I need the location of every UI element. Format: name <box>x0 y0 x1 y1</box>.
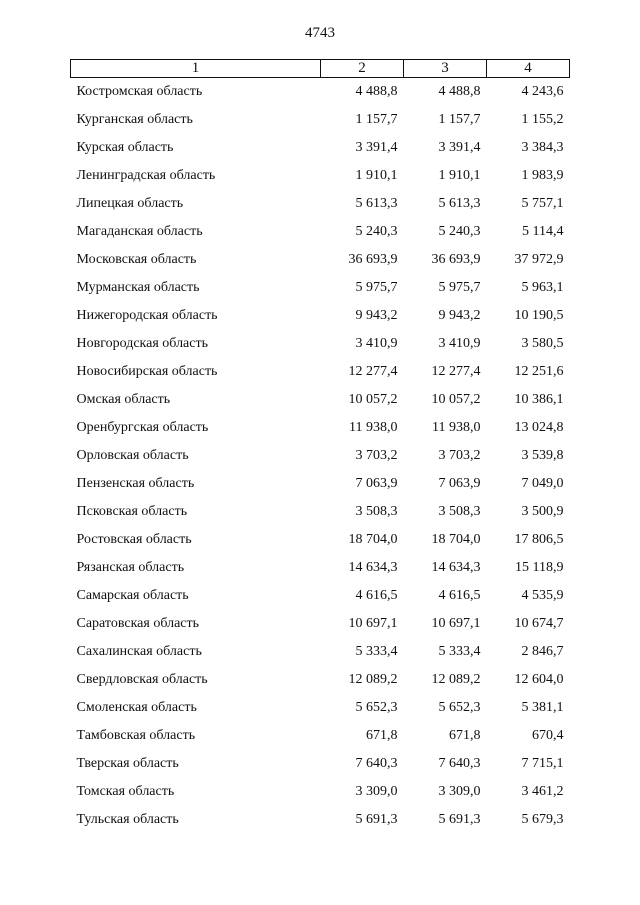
region-name-cell: Оренбургская область <box>76 420 209 435</box>
region-name-cell: Тамбовская область <box>76 728 196 743</box>
region-name-cell: Тульская область <box>76 812 179 827</box>
region-name-cell: Новосибирская область <box>76 364 218 379</box>
value-col3-cell: 12 277,4 <box>431 364 481 379</box>
value-col3-cell: 36 693,9 <box>431 252 481 267</box>
value-col3-cell: 3 703,2 <box>438 448 481 463</box>
value-col2-cell: 10 057,2 <box>348 392 398 407</box>
value-col4-cell: 4 535,9 <box>521 588 564 603</box>
table-row <box>71 526 570 554</box>
table-row <box>71 638 570 666</box>
value-col3-cell: 5 652,3 <box>438 700 481 715</box>
value-col2-cell: 4 488,8 <box>355 84 398 99</box>
table-header <box>71 60 570 78</box>
value-col4-cell: 4 243,6 <box>521 84 564 99</box>
table-row <box>71 190 570 218</box>
region-name-cell: Саратовская область <box>76 616 200 631</box>
value-col3-cell: 10 057,2 <box>431 392 481 407</box>
value-col3-cell: 3 508,3 <box>438 504 481 519</box>
value-col2-cell: 671,8 <box>366 728 398 743</box>
value-col3-cell: 10 697,1 <box>431 616 481 631</box>
table-row <box>71 722 570 750</box>
data-table <box>70 59 570 834</box>
table-row <box>71 78 570 107</box>
value-col2-cell: 5 240,3 <box>355 224 398 239</box>
value-col4-cell: 3 384,3 <box>521 140 564 155</box>
region-name-cell: Тверская область <box>76 756 179 771</box>
value-col4-cell: 5 381,1 <box>521 700 564 715</box>
value-col3-cell: 3 410,9 <box>438 336 481 351</box>
value-col4-cell: 5 679,3 <box>521 812 564 827</box>
value-col3-cell: 12 089,2 <box>431 672 481 687</box>
value-col3-cell: 5 333,4 <box>438 644 481 659</box>
value-col4-cell: 10 674,7 <box>514 616 564 631</box>
value-col4-cell: 5 114,4 <box>522 224 564 239</box>
table-row <box>71 414 570 442</box>
value-col2-cell: 3 410,9 <box>355 336 398 351</box>
value-col3-cell: 7 640,3 <box>438 756 481 771</box>
region-name-cell: Мурманская область <box>76 280 200 295</box>
column-header-4: 4 <box>487 60 570 78</box>
table-row <box>71 218 570 246</box>
page-number: 4743 <box>305 25 335 41</box>
table-row <box>71 554 570 582</box>
region-name-cell: Ленинградская область <box>76 168 216 183</box>
region-name-cell: Нижегородская область <box>76 308 218 323</box>
value-col2-cell: 5 652,3 <box>355 700 398 715</box>
value-col4-cell: 3 461,2 <box>521 784 564 799</box>
value-col2-cell: 5 613,3 <box>355 196 398 211</box>
region-name-cell: Самарская область <box>76 588 189 603</box>
region-name-cell: Псковская область <box>76 504 188 519</box>
table-row <box>71 246 570 274</box>
value-col4-cell: 10 386,1 <box>514 392 564 407</box>
value-col2-cell: 10 697,1 <box>348 616 398 631</box>
table-row <box>71 302 570 330</box>
region-name-cell: Сахалинская область <box>76 644 202 659</box>
region-name-cell: Костромская область <box>76 84 203 99</box>
region-name-cell: Московская область <box>76 252 197 267</box>
region-name-cell: Рязанская область <box>76 560 185 575</box>
value-col4-cell: 12 251,6 <box>514 364 564 379</box>
value-col3-cell: 5 975,7 <box>438 280 481 295</box>
region-name-cell: Магаданская область <box>76 224 203 239</box>
value-col2-cell: 12 277,4 <box>348 364 398 379</box>
value-col2-cell: 3 703,2 <box>355 448 398 463</box>
value-col4-cell: 12 604,0 <box>514 672 564 687</box>
value-col4-cell: 10 190,5 <box>514 308 564 323</box>
value-col2-cell: 5 975,7 <box>355 280 398 295</box>
region-name-cell: Орловская область <box>76 448 189 463</box>
table-row <box>71 694 570 722</box>
region-name-cell: Свердловская область <box>76 672 208 687</box>
table-row <box>71 442 570 470</box>
value-col3-cell: 9 943,2 <box>438 308 481 323</box>
table-row <box>71 106 570 134</box>
value-col2-cell: 14 634,3 <box>348 560 398 575</box>
region-name-cell: Курганская область <box>76 112 193 127</box>
value-col4-cell: 5 963,1 <box>521 280 564 295</box>
value-col2-cell: 5 333,4 <box>355 644 398 659</box>
table-row <box>71 582 570 610</box>
value-col2-cell: 36 693,9 <box>348 252 398 267</box>
value-col2-cell: 12 089,2 <box>348 672 398 687</box>
value-col4-cell: 7 049,0 <box>521 476 564 491</box>
value-col3-cell: 5 613,3 <box>438 196 481 211</box>
value-col4-cell: 7 715,1 <box>521 756 564 771</box>
value-col3-cell: 14 634,3 <box>431 560 481 575</box>
table-row <box>71 806 570 834</box>
table-row <box>71 778 570 806</box>
value-col3-cell: 4 488,8 <box>438 84 481 99</box>
region-name-cell: Новгородская область <box>76 336 208 351</box>
value-col4-cell: 3 500,9 <box>521 504 564 519</box>
value-col4-cell: 17 806,5 <box>514 532 564 547</box>
value-col3-cell: 1 910,1 <box>438 168 481 183</box>
region-name-cell: Ростовская область <box>76 532 192 547</box>
value-col4-cell: 2 846,7 <box>521 644 564 659</box>
header-row <box>71 60 570 78</box>
value-col2-cell: 1 910,1 <box>355 168 398 183</box>
value-col2-cell: 4 616,5 <box>355 588 398 603</box>
table-row <box>71 134 570 162</box>
table-row <box>71 386 570 414</box>
value-col3-cell: 7 063,9 <box>438 476 481 491</box>
value-col2-cell: 3 309,0 <box>355 784 398 799</box>
value-col4-cell: 5 757,1 <box>521 196 564 211</box>
table-row <box>71 750 570 778</box>
table-row <box>71 330 570 358</box>
table-row <box>71 498 570 526</box>
table-row <box>71 470 570 498</box>
value-col3-cell: 18 704,0 <box>431 532 481 547</box>
table-row <box>71 274 570 302</box>
value-col2-cell: 18 704,0 <box>348 532 398 547</box>
value-col3-cell: 4 616,5 <box>438 588 481 603</box>
table-row <box>71 666 570 694</box>
value-col4-cell: 1 155,2 <box>521 112 564 127</box>
region-name-cell: Курская область <box>76 140 174 155</box>
value-col3-cell: 11 938,0 <box>432 420 481 435</box>
value-col2-cell: 7 063,9 <box>355 476 398 491</box>
column-header-3: 3 <box>404 60 487 78</box>
table-row <box>71 358 570 386</box>
region-name-cell: Смоленская область <box>76 700 197 715</box>
value-col4-cell: 670,4 <box>532 728 564 743</box>
value-col2-cell: 11 938,0 <box>349 420 398 435</box>
table-body <box>71 78 570 835</box>
value-col4-cell: 1 983,9 <box>521 168 564 183</box>
value-col2-cell: 7 640,3 <box>355 756 398 771</box>
table-row <box>71 610 570 638</box>
value-col2-cell: 3 391,4 <box>355 140 398 155</box>
region-name-cell: Омская область <box>76 392 171 407</box>
value-col4-cell: 3 539,8 <box>521 448 564 463</box>
table-row <box>71 162 570 190</box>
region-name-cell: Пензенская область <box>76 476 195 491</box>
value-col2-cell: 3 508,3 <box>355 504 398 519</box>
value-col3-cell: 671,8 <box>449 728 481 743</box>
value-col3-cell: 3 309,0 <box>438 784 481 799</box>
column-header-1: 1 <box>71 60 321 78</box>
value-col4-cell: 15 118,9 <box>515 560 564 575</box>
value-col3-cell: 5 691,3 <box>438 812 481 827</box>
region-name-cell: Томская область <box>76 784 175 799</box>
value-col2-cell: 1 157,7 <box>355 112 398 127</box>
value-col4-cell: 3 580,5 <box>521 336 564 351</box>
value-col3-cell: 1 157,7 <box>438 112 481 127</box>
value-col2-cell: 9 943,2 <box>355 308 398 323</box>
value-col4-cell: 13 024,8 <box>514 420 564 435</box>
value-col3-cell: 3 391,4 <box>438 140 481 155</box>
value-col3-cell: 5 240,3 <box>438 224 481 239</box>
region-name-cell: Липецкая область <box>76 196 184 211</box>
value-col2-cell: 5 691,3 <box>355 812 398 827</box>
value-col4-cell: 37 972,9 <box>514 252 564 267</box>
column-header-2: 2 <box>321 60 404 78</box>
